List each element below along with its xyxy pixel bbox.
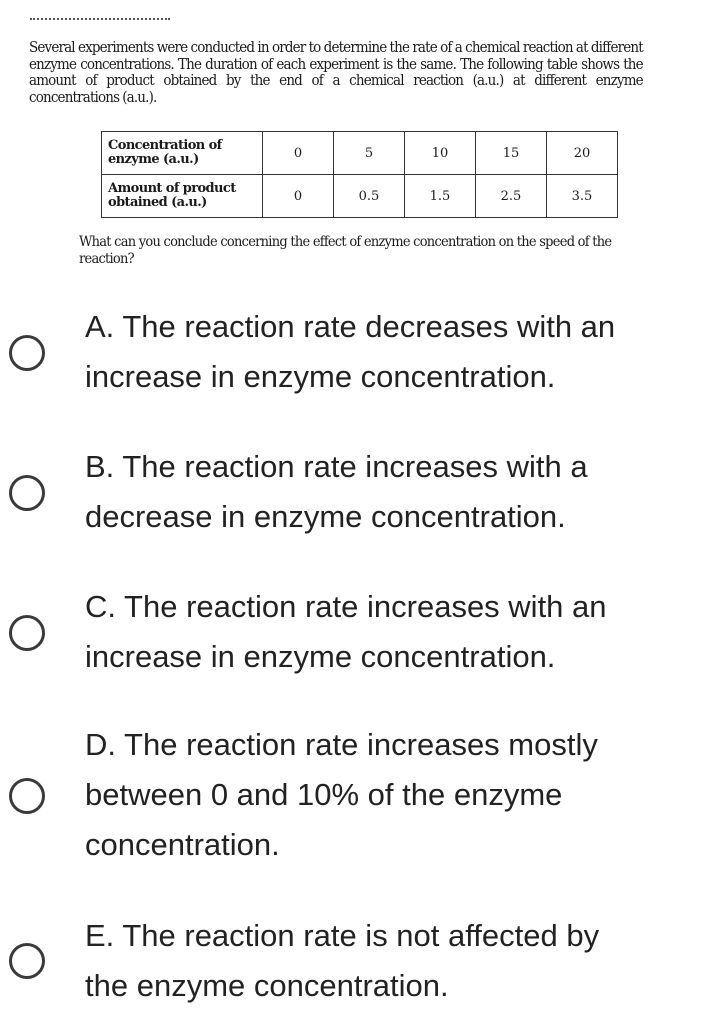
cell-product-4: 3.5 xyxy=(547,175,618,218)
option-c-line1: C. The reaction rate increases with an xyxy=(85,589,607,624)
option-a-line1: A. The reaction rate decreases with an xyxy=(85,309,616,344)
question-intro: Several experiments were conducted in order to determine the rate of a chemical reaction at different enzyme concentrations. The duration of each experiment is the same. The following table shows the amount of product obtained by the end of a chemical reaction (a.u.) at different enzyme concentrations (a.u.). xyxy=(29,40,643,106)
cell-concentration-4: 20 xyxy=(547,132,618,175)
cell-product-2: 1.5 xyxy=(405,175,476,218)
option-b-radio[interactable] xyxy=(9,475,45,511)
option-e-line1: E. The reaction rate is not affected by xyxy=(85,918,600,953)
data-table xyxy=(101,131,618,218)
option-d-line3: concentration. xyxy=(85,827,280,862)
option-d-line1: D. The reaction rate increases mostly xyxy=(85,727,598,762)
cell-product-3: 2.5 xyxy=(476,175,547,218)
option-c-radio[interactable] xyxy=(9,615,45,651)
cell-concentration-3: 15 xyxy=(476,132,547,175)
cell-product-0: 0 xyxy=(263,175,334,218)
option-b[interactable] xyxy=(0,440,717,550)
cell-concentration-0: 0 xyxy=(263,132,334,175)
cropped-text-edge xyxy=(30,18,170,24)
option-c-line2: increase in enzyme concentration. xyxy=(85,639,556,674)
option-e-radio[interactable] xyxy=(9,943,45,979)
option-b-line1: B. The reaction rate increases with a xyxy=(85,449,588,484)
option-a-radio[interactable] xyxy=(9,335,45,371)
option-b-line2: decrease in enzyme concentration. xyxy=(85,499,566,534)
option-e[interactable] xyxy=(0,910,717,1010)
table-row-concentration xyxy=(102,132,618,175)
option-e-line2: the enzyme concentration. xyxy=(85,968,449,1003)
cell-product-1: 0.5 xyxy=(334,175,405,218)
row-header-product: Amount of product obtained (a.u.) xyxy=(102,175,263,218)
question-prompt: What can you conclude concerning the effect of enzyme concentration on the speed of the reaction? xyxy=(79,234,612,267)
option-d-radio[interactable] xyxy=(9,778,45,814)
option-d[interactable] xyxy=(0,720,717,880)
cell-concentration-2: 10 xyxy=(405,132,476,175)
option-c[interactable] xyxy=(0,580,717,690)
option-a[interactable] xyxy=(0,300,717,410)
table-row-product xyxy=(102,175,618,218)
row-header-concentration: Concentration of enzyme (a.u.) xyxy=(102,132,263,175)
option-a-line2: increase in enzyme concentration. xyxy=(85,359,556,394)
cell-concentration-1: 5 xyxy=(334,132,405,175)
option-d-line2: between 0 and 10% of the enzyme xyxy=(85,777,563,812)
